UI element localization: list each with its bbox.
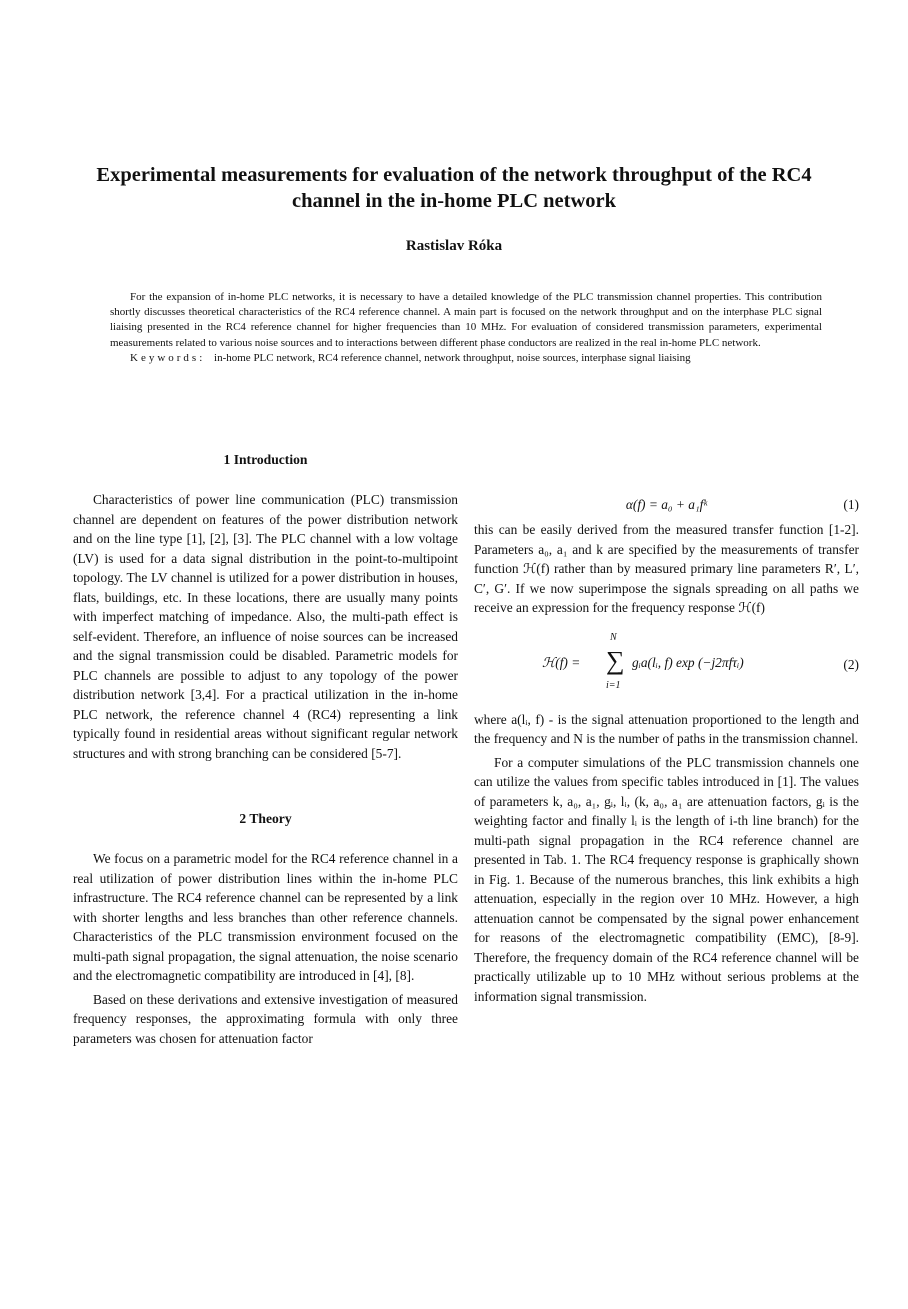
left-column [73,450,458,1048]
paper-title: Experimental measurements for evaluation of the network throughput of the RC4 channel in the in-home PLC network [96,164,812,212]
author-name: Rastislav Róka [405,238,503,254]
theory-paragraph-1: We focus on a parametric model for the RC4 reference channel in a real utilization of power distribution lines within the in-home PLC infrastructure. The RC4 reference channel can be represented by a link with shorter lengths and less branches than other reference channels. Characteristics of the PLC transmission environment focused on the multi-path signal propagation, the signal attenuation, the noise scenario and the electromagnetic compatibility are introduced in [4], [8]. [73,851,458,983]
equation-2-lhs: ℋ(f) = [542,654,581,670]
keywords-text: in-home PLC network, RC4 reference channel, network throughput, noise sources, interphase signal liaising [214,351,691,364]
equation-2-rhs: gᵢa(lᵢ, f) exp (−j2πfτᵢ) [632,654,744,670]
right-column [474,450,859,1006]
section-heading-theory: 2 Theory [239,811,292,826]
abstract-text: For the expansion of in-home PLC networks, it is necessary to have a detailed knowledge of the PLC transmission channel properties. This contribution shortly discusses theoretical characteristics of the RC4 reference channel. A main part is focused on the network throughput and on the interphase PLC signal liaising presented in the RC4 reference channel for higher frequencies than 10 MHz. For evaluation of considered transmission parameters, experimental measurements related to various noise sources and to interactions between different phase conductors are realized in the real in-home PLC network. [110,291,822,349]
equation-2-number: (2) [843,656,859,672]
paragraph-simulation: For a computer simulations of the PLC transmission channels one can utilize the values from specific tables introduced in [1]. The values of parameters k, a₀, a₁, gᵢ, lᵢ, (k, a₀, a₁ are attenuation factors, gᵢ is the weighting factor and finally lᵢ is the length of i-th line branch) for the multi-path signal propagation in the RC4 reference channel are presented in Tab. 1. The RC4 frequency response is graphically shown in Fig. 1. Because of the numerous branches, this link exhibits a high attenuation, especially in the region over 10 MHz. However, a high attenuation cannot be compensated by the signal power enhancement for reasons of the electromagnetic compatibility (EMC), [8-9]. Therefore, the frequency domain of the RC4 reference channel will be practically utilizable up to 10 MHz without serious problems at the information signal transmission. [474,754,859,1004]
equation-2-body [542,632,792,698]
sum-symbol: ∑ [606,645,625,675]
equation-2 [474,632,859,698]
sum-lower-limit: i=1 [606,679,621,691]
keywords-line [110,351,822,366]
keywords-label: Keywords: [130,351,206,364]
equation-1-body: α(f) = a₀ + a₁fᵏ [625,497,708,512]
abstract [110,290,822,366]
paragraph-after-eq2: where a(lᵢ, f) - is the signal attenuation proportioned to the length and the frequency and N is the number of paths in the transmission channel. [474,711,859,746]
paragraph-after-eq1: this can be easily derived from the measured transfer function [1-2]. Parameters a₀, a₁ and k are specified by the measurements of transfer function ℋ(f) rather than by measured primary line parameters R′, L′, C′, G′. If we now superimpose the signals spreading on all paths we receive an expression for the frequency response ℋ(f) [474,522,859,615]
introduction-paragraph: Characteristics of power line communication (PLC) transmission channel are dependent on features of the power distribution network and on the line type [1], [2], [3]. The PLC channel with a low voltage (LV) is used for a data signal distribution in the point-to-multipoint topology. The LV channel is utilized for a power distribution in houses, flats, buildings, etc. In these locations, there are usually many points with imperfect matching of impedance. Also, the multi-path effect is self-evident. Therefore, an influence of noise sources can be increased and the signal transmission could be disabled. Parametric models for PLC channels are possible to adjust to any topology of the power distribution network [3,4]. For a practical utilization in the in-home PLC network, the reference channel 4 (RC4) representing a link typically found in residential areas without significant regular network structures and with strong branching can be considered [5-7]. [73,492,458,761]
equation-1 [474,492,859,518]
theory-paragraph-2: Based on these derivations and extensive investigation of measured frequency responses, the approximating formula with only three parameters was chosen for attenuation factor [73,991,458,1046]
equation-1-number: (1) [843,497,859,512]
sum-upper-limit: N [610,631,617,643]
section-heading-introduction: 1 Introduction [223,452,308,467]
